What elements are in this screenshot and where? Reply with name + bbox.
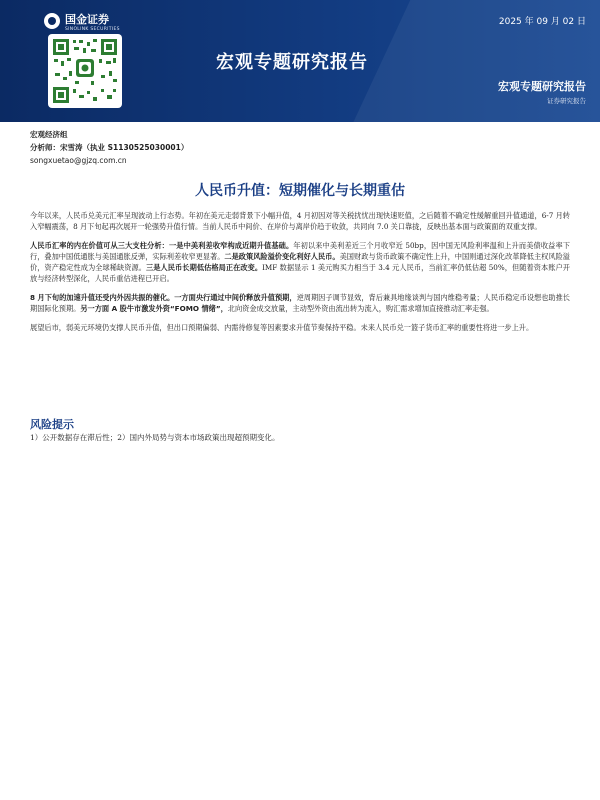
logo-subtext: SINOLINK SECURITIES: [65, 27, 120, 32]
report-header: [0, 0, 600, 122]
paragraph-3: [30, 292, 570, 314]
company-logo: [44, 8, 120, 33]
report-date: 2025 年 09 月 02 日: [498, 17, 586, 27]
bold-text-segment: 8 月下旬的加速升值还受内外因共振的催化。一方面央行通过中间价释放升值预期，: [30, 293, 297, 302]
qr-code: [48, 34, 122, 108]
text-segment: 北向资金成交放量，主动型外资由流出转为流入，购汇需求增加直接推动汇率走强。: [227, 304, 494, 313]
logo-text: 国金证券: [65, 13, 109, 26]
report-category: 证券研究报告: [547, 97, 586, 105]
bold-text-segment: 二是政策风险溢价变化利好人民币。: [224, 252, 340, 261]
text-segment: 今年以来，人民币兑美元汇率呈现波动上行态势。年初在美元走弱背景下小幅升值，4 月初因对等关税扰忧出现快速贬值，之后随着不确定性缓解重回升值通道，6-7 月转入窄幅震荡，8 月下旬起再次展开一轮强势升值行情。当前人民币中间价、在岸价与离岸价趋于收敛，共同向 7.0 关口靠拢，反映出基本面与政策面的双重支撑。: [30, 211, 570, 231]
text-segment: IMF 数据显示 1 美元购买力相当于 3.4 元人民币，当前汇率仍低估超 50%，但随着资本账户开放与经济转型深化，人民币重估进程已开启。: [30, 263, 570, 283]
research-group: 宏观经济组: [30, 130, 68, 139]
paragraph-1: [30, 210, 570, 232]
text-segment: 美国财政与货币政策不确定性上升，中国则通过深化改革降低主权风险溢价，资产稳定性成为全球稀缺资源。: [30, 252, 570, 272]
paragraph-4: [30, 322, 570, 333]
header-main-title: 宏观专题研究报告: [216, 52, 368, 73]
bold-text-segment: 人民币汇率的内在价值可从三大支柱分析：一是中美利差收窄构成近期升值基础。: [30, 241, 294, 250]
paragraph-2: [30, 240, 570, 284]
analyst-email: songxuetao@gjzq.com.cn: [30, 156, 127, 165]
text-segment: 逆周期因子调节显效，背后兼具地缘谈判与国内维稳考量；人民币稳定币设想也助推长期国际化预期。: [30, 293, 570, 313]
qr-code-icon: [51, 37, 119, 105]
logo-mark-icon: [44, 13, 60, 29]
report-body: [30, 210, 570, 341]
analyst-name: 分析师：宋雪涛（执业 S1130525030001）: [30, 143, 189, 152]
bold-text-segment: 三是人民币长期低估格局正在改变。: [146, 263, 263, 272]
author-block: [30, 128, 188, 167]
document-title: 人民币升值：短期催化与长期重估: [195, 183, 405, 199]
risk-text: 1）公开数据存在滞后性；2）国内外局势与资本市场政策出现超预期变化。: [30, 433, 280, 442]
risk-heading: 风险提示: [30, 418, 74, 431]
text-segment: 年初以来中美利差近三个月收窄近 50bp，因中国无风险利率温和上升而美债收益率下行，叠加中国低通胀与美国通胀反弹，实际利差收窄更显著。: [30, 241, 570, 261]
text-segment: 展望后市，弱美元环境仍支撑人民币升值，但出口预期偏弱、内需待修复等因素要求升值节奏保持平稳。未来人民币兑一篮子货币汇率的重要性将进一步上升。: [30, 323, 534, 332]
bold-text-segment: 另一方面 A 股牛市激发外资“FOMO 情绪”，: [80, 304, 228, 313]
header-sub-title: 宏观专题研究报告: [498, 80, 586, 93]
